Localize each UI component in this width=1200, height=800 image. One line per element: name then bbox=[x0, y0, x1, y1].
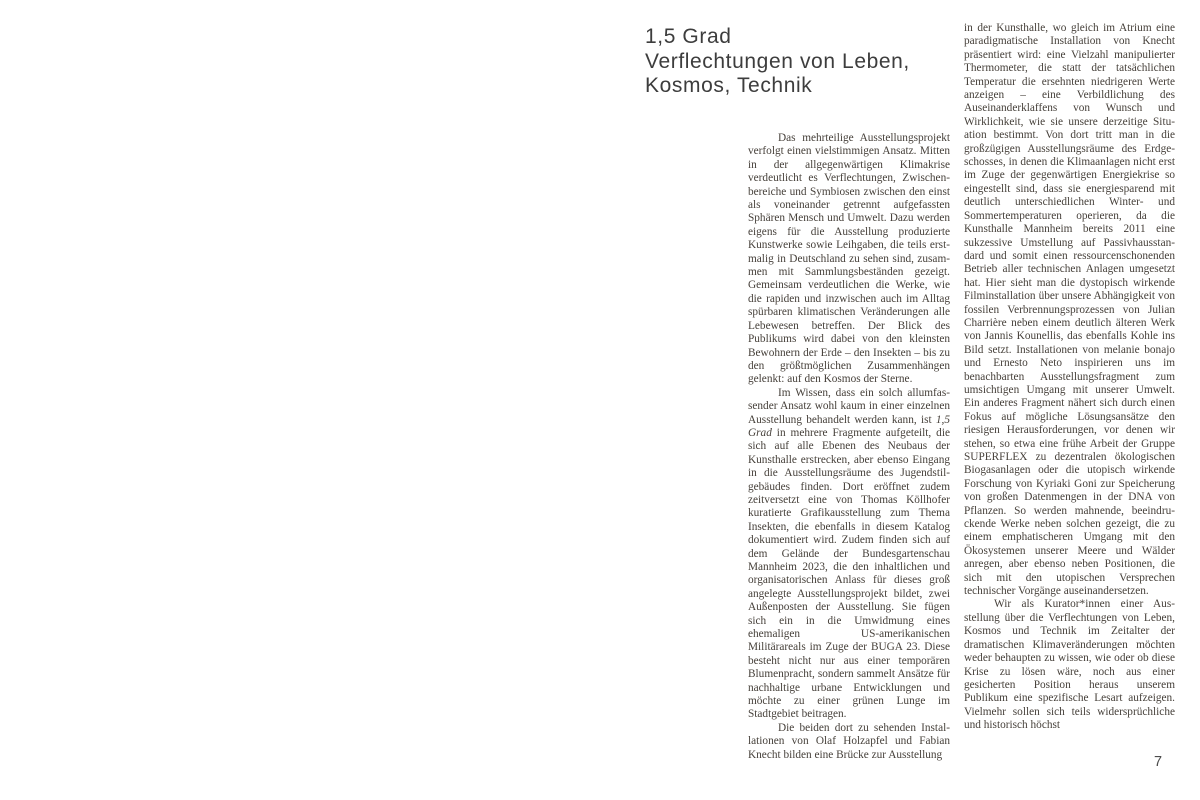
text-column-left bbox=[748, 132, 950, 762]
paragraph-kunsthalle-continuation: in der Kunsthalle, wo gleich im Atrium eine paradigmatische Installation von Knecht präsentiert wird: eine Vielzahl manipulierter Thermometer, die statt der tatsächlichen Temperatur die ersehnten niedrigeren Werte anzeigen – eine Verbildlichung des Auseinanderklaffens von Wunsch und Wirklichkeit, wie sie unsere derzeitige Situation bestimmt. Von dort tritt man in die großzügigen Ausstellungsräume des Erdgeschosses, in denen die Klimaanlagen nicht erst im Zuge der gegenwärtigen Energiekrise so eingestellt sind, dass sie energiesparend mit deutlich unterschiedlichen Winter- und Sommertemperaturen operieren, da die Kunsthalle Mannheim bereits 2011 eine sukzessive Umstellung auf Passivhausstandard und somit einen ressourcenschonenden Betrieb aller technischen Anlagen umgesetzt hat. Hier sieht man die dystopisch wirkende Filminstallation über unsere Abhängigkeit von fossilen Verbrennungsprozessen von Julian Charrière neben einem deutlich älteren Werk von Jannis Kounellis, das ebenfalls Kohle ins Bild setzt. Installationen von melanie bonajo und Ernesto Neto inspirieren uns im benachbarten Ausstellungsfragment zum umsichtigen Umgang mit unserer Umwelt. Ein anderes Fragment nähert sich durch einen Fokus auf mögliche Lösungsansätze den riesigen Herausforderungen, vor denen wir stehen, so etwa eine frühe Arbeit der Gruppe SUPERFLEX zu dezentralen ökologischen Biogasanlagen oder die utopisch wirkende Forschung von Kyriaki Goni zur Speicherung von großen Datenmengen in der DNA von Pflanzen. So werden mahnende, beeindruckende Werke neben solchen gezeigt, die zu einem emphatischeren Umgang mit den Ökosystemen unserer Meere und Wälder anregen, aber ebenso neben Positionen, die sich mit den utopischen Versprechen technischer Vorgänge auseinandersetzen. bbox=[964, 22, 1175, 598]
exhibition-title-inline: 1,5 Grad bbox=[748, 413, 950, 439]
paragraph-fragments bbox=[748, 387, 950, 722]
text-column-right bbox=[964, 22, 1175, 733]
page-title bbox=[645, 25, 910, 99]
page-number: 7 bbox=[1154, 754, 1163, 770]
paragraph-fragments-text-after: in mehrere Fragmente aufgeteilt, die sich auf alle Ebenen des Neubaus der Kunsthalle erstrecken, aber ebenso Eingang in die Ausstellungsräume des Jugendstilgebäudes finden. Dort eröffnet zudem zeitversetzt eine von Thomas Köllhofer kuratierte Grafikausstellung zum Thema Insekten, die ebenfalls in diesem Katalog dokumentiert wird. Zudem finden sich auf dem Gelände der Bundesgartenschau Mannheim 2023, die den inhaltlichen und organisatorischen Anlass für dieses groß angelegte Ausstellungsprojekt bildet, zwei Außenposten der Ausstellung. Sie fügen sich ein in die Umwidmung eines ehemaligen US-amerikanischen Militärareals im Zuge der BUGA 23. Diese besteht nicht nur aus einer temporären Blumenpracht, sondern sammelt Ansätze für nachhaltige urbane Entwicklungen und möchte zu einer grünen Lunge im Stadtgebiet beitragen. bbox=[748, 426, 950, 721]
paragraph-intro: Das mehrteilige Ausstellungsprojekt verfolgt einen vielstimmigen Ansatz. Mitten in der allgegenwärtigen Klimakrise verdeutlicht es Verflechtungen, Zwischenbereiche und Symbiosen zwischen den einst als voneinander getrennt aufgefassten Sphären Mensch und Umwelt. Dazu werden eigens für die Ausstellung produzierte Kunstwerke sowie Leihgaben, die teils erstmalig in Deutschland zu sehen sind, zusammen mit Sammlungsbeständen gezeigt. Gemeinsam verdeutlichen die Werke, wie die rapiden und inzwischen auch im Alltag spürbaren klimatischen Veränderungen alle Lebewesen betreffen. Der Blick des Publikums wird dabei von den kleinsten Bewohnern der Erde – den Insekten – bis zu den größtmöglichen Zusammenhängen gelenkt: auf den Kosmos der Sterne. bbox=[748, 132, 950, 386]
paragraph-fragments-text-before: Im Wissen, dass ein solch allumfassender Ansatz wohl kaum in einer einzelnen Ausstellung behandelt werden kann, ist bbox=[748, 386, 950, 426]
paragraph-installations: Die beiden dort zu sehenden Installationen von Olaf Holzapfel und Fabian Knecht bilden eine Brücke zur Ausstellung bbox=[748, 721, 950, 761]
page-title-line-2: Verflechtungen von Leben, bbox=[645, 49, 910, 73]
paragraph-curators: Wir als Kurator*innen einer Ausstellung über die Verflechtungen von Leben, Kosmos und Technik im Zeitalter der dramatischen Klimaveränderungen möchten weder behaupten zu wissen, wie oder ob diese Krise zu lösen wäre, noch aus einer gesicherten Position heraus unserem Publikum eine spezifische Lesart aufzeigen. Vielmehr sollen sich teils widersprüchliche und historisch höchst bbox=[964, 598, 1175, 732]
page-title-line-3: Kosmos, Technik bbox=[645, 74, 813, 97]
page-title-line-1: 1,5 Grad bbox=[645, 25, 732, 48]
